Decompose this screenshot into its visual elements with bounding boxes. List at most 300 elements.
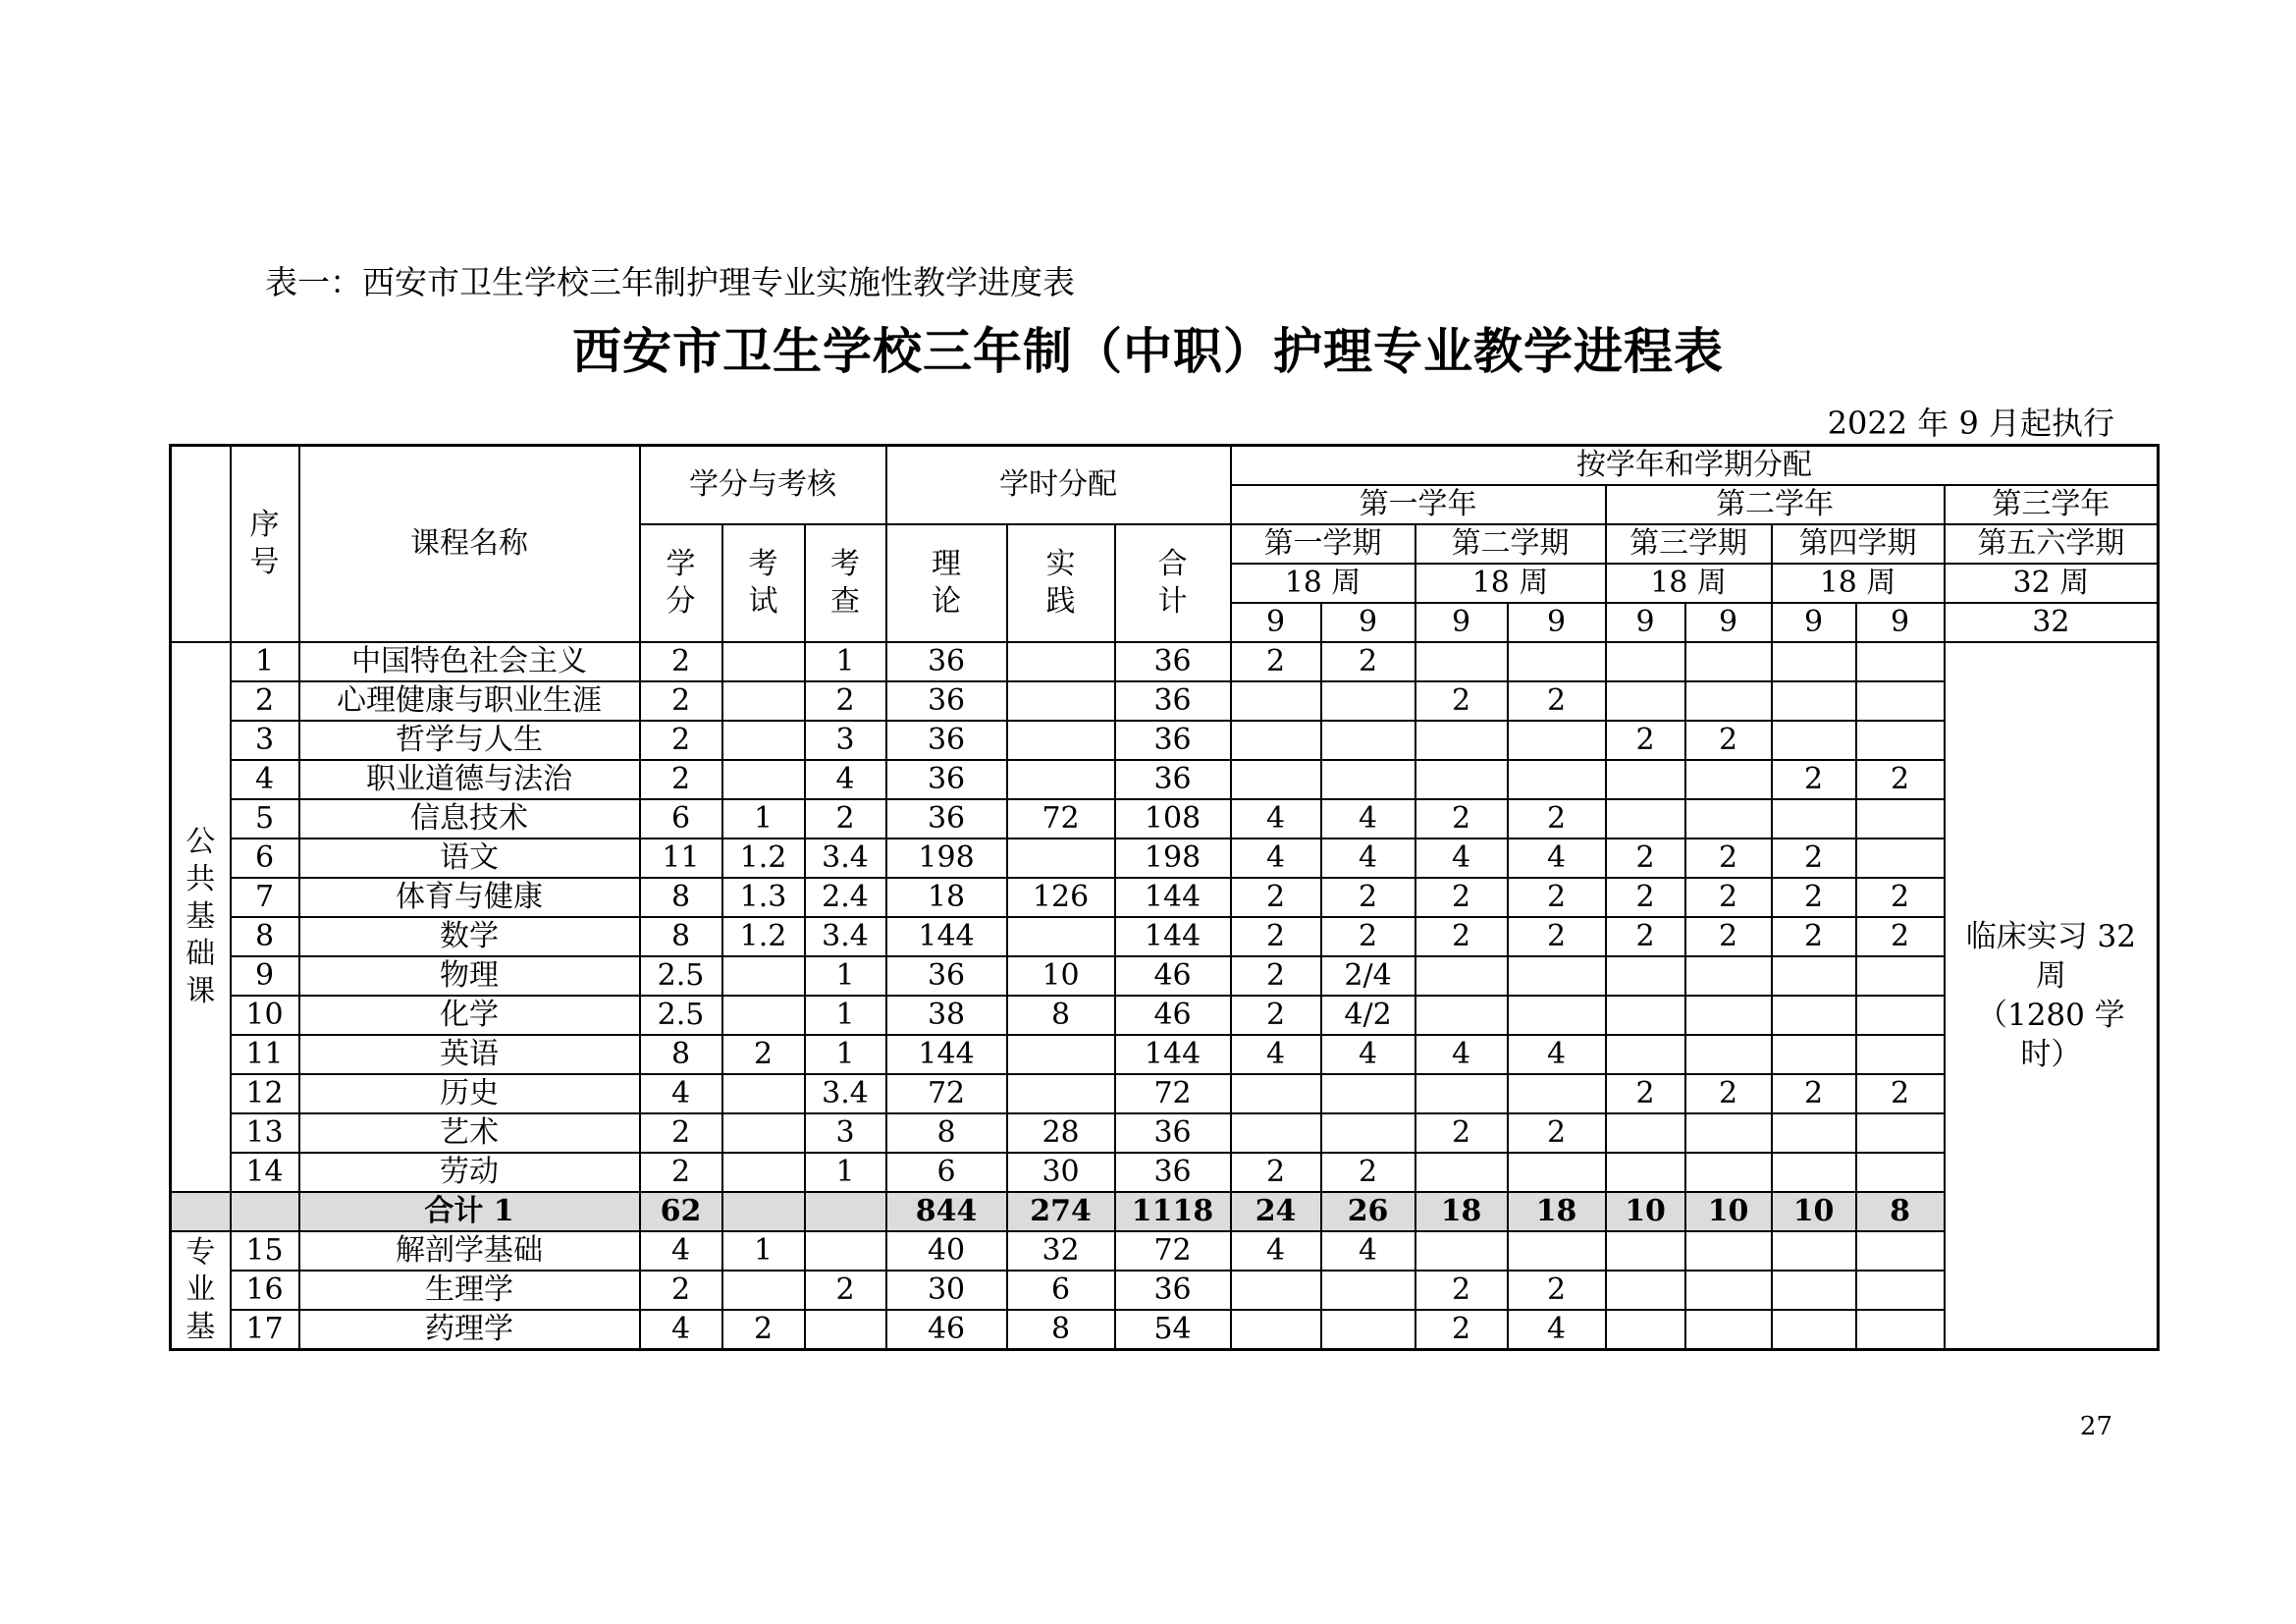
week-hours-cell — [1772, 681, 1856, 721]
week-hours-cell — [1856, 799, 1945, 839]
page-title: 西安市卫生学校三年制（中职）护理专业教学进程表 — [572, 322, 1724, 380]
sem3-header: 第三学期 — [1606, 524, 1772, 564]
course-name-cell: 英语 — [299, 1035, 640, 1074]
week-hours-cell: 2 — [1321, 1153, 1415, 1192]
course-name-cell: 艺术 — [299, 1113, 640, 1153]
week-hours-cell: 26 — [1321, 1192, 1415, 1231]
week-hours-cell — [1856, 1271, 1945, 1310]
hours-group-header: 学时分配 — [886, 446, 1231, 525]
seq-cell: 2 — [231, 681, 299, 721]
week-hours-cell — [1772, 1113, 1856, 1153]
seq-cell: 6 — [231, 839, 299, 878]
practice-cell — [1007, 721, 1115, 760]
exam-cell: 1.3 — [722, 878, 805, 917]
check-cell: 1 — [805, 1153, 886, 1192]
course-name-cell: 化学 — [299, 996, 640, 1035]
credit-cell: 2 — [640, 1271, 722, 1310]
week-hours-cell — [1231, 1271, 1321, 1310]
week-hours-cell: 4 — [1508, 839, 1606, 878]
week-hours-cell — [1772, 1035, 1856, 1074]
week-hours-cell: 2 — [1231, 878, 1321, 917]
credit-cell: 11 — [640, 839, 722, 878]
table-row — [171, 917, 2159, 956]
week-hours-cell — [1606, 642, 1685, 681]
week-hours-cell — [1856, 681, 1945, 721]
week-hours-cell: 2 — [1856, 760, 1945, 799]
seq-cell: 15 — [231, 1231, 299, 1271]
practice-cell: 8 — [1007, 996, 1115, 1035]
week-hours-cell — [1772, 721, 1856, 760]
credit-header: 学 分 — [640, 524, 722, 642]
week-hours-cell — [1606, 1035, 1685, 1074]
week-hours-cell — [1606, 956, 1685, 996]
week-hours-cell: 2 — [1415, 681, 1508, 721]
category-professional: 专 业 基 — [171, 1231, 231, 1350]
exam-cell: 1.2 — [722, 917, 805, 956]
week-hours-cell: 4 — [1321, 839, 1415, 878]
credit-cell: 2.5 — [640, 996, 722, 1035]
table-row — [171, 760, 2159, 799]
table-row — [171, 996, 2159, 1035]
practice-cell — [1007, 1035, 1115, 1074]
week-hours-cell — [1415, 721, 1508, 760]
week-hours-cell: 2 — [1856, 917, 1945, 956]
week-hours-cell — [1856, 1113, 1945, 1153]
credit-cell: 2 — [640, 760, 722, 799]
half-weeks: 9 — [1321, 603, 1415, 642]
credit-cell: 8 — [640, 1035, 722, 1074]
course-name-cell: 哲学与人生 — [299, 721, 640, 760]
theory-cell: 46 — [886, 1310, 1007, 1350]
week-hours-cell — [1321, 1074, 1415, 1113]
table-row — [171, 1271, 2159, 1310]
week-hours-cell — [1685, 1113, 1772, 1153]
week-hours-cell — [1606, 799, 1685, 839]
year2-header: 第二学年 — [1606, 485, 1945, 524]
sem2-weeks: 18 周 — [1415, 564, 1606, 603]
practice-cell: 30 — [1007, 1153, 1115, 1192]
total-cell: 36 — [1115, 721, 1231, 760]
theory-cell: 8 — [886, 1113, 1007, 1153]
check-cell — [805, 1192, 886, 1231]
theory-cell: 6 — [886, 1153, 1007, 1192]
sem56-weeks: 32 周 — [1945, 564, 2159, 603]
seq-cell — [231, 1192, 299, 1231]
theory-cell: 144 — [886, 1035, 1007, 1074]
total-cell: 36 — [1115, 642, 1231, 681]
page-number: 27 — [2079, 1412, 2112, 1441]
week-hours-cell: 2 — [1231, 1153, 1321, 1192]
week-hours-cell: 2 — [1606, 839, 1685, 878]
distribution-header: 按学年和学期分配 — [1231, 446, 2159, 486]
exam-cell — [722, 1113, 805, 1153]
theory-cell: 38 — [886, 996, 1007, 1035]
course-name-cell: 语文 — [299, 839, 640, 878]
course-name-cell: 解剖学基础 — [299, 1231, 640, 1271]
week-hours-cell: 4 — [1321, 799, 1415, 839]
week-hours-cell: 2 — [1685, 721, 1772, 760]
seq-cell: 13 — [231, 1113, 299, 1153]
clinical-practice-cell: 临床实习 32 周 （1280 学 时） — [1945, 642, 2159, 1350]
theory-cell: 30 — [886, 1271, 1007, 1310]
credit-cell: 4 — [640, 1310, 722, 1350]
week-hours-cell: 2 — [1415, 1310, 1508, 1350]
week-hours-cell — [1772, 996, 1856, 1035]
week-hours-cell — [1685, 996, 1772, 1035]
check-cell — [805, 1310, 886, 1350]
week-hours-cell: 2 — [1321, 642, 1415, 681]
week-hours-cell — [1856, 996, 1945, 1035]
week-hours-cell — [1685, 956, 1772, 996]
practice-cell: 8 — [1007, 1310, 1115, 1350]
week-hours-cell: 2 — [1856, 878, 1945, 917]
seq-cell: 17 — [231, 1310, 299, 1350]
week-hours-cell — [1685, 642, 1772, 681]
exam-cell — [722, 956, 805, 996]
week-hours-cell: 2 — [1508, 681, 1606, 721]
week-hours-cell — [1856, 721, 1945, 760]
category-blank — [171, 1192, 231, 1231]
week-hours-cell — [1415, 1074, 1508, 1113]
week-hours-cell — [1856, 642, 1945, 681]
week-hours-cell: 10 — [1685, 1192, 1772, 1231]
week-hours-cell: 4 — [1321, 1231, 1415, 1271]
table-row — [171, 1153, 2159, 1192]
theory-cell: 36 — [886, 721, 1007, 760]
credit-cell: 62 — [640, 1192, 722, 1231]
check-cell: 1 — [805, 642, 886, 681]
week-hours-cell — [1231, 681, 1321, 721]
exam-cell — [722, 721, 805, 760]
course-name-cell: 历史 — [299, 1074, 640, 1113]
table-row — [171, 1310, 2159, 1350]
theory-cell: 72 — [886, 1074, 1007, 1113]
course-name-header: 课程名称 — [299, 446, 640, 643]
week-hours-cell: 2 — [1415, 799, 1508, 839]
total-cell: 36 — [1115, 1113, 1231, 1153]
week-hours-cell: 2 — [1606, 1074, 1685, 1113]
week-hours-cell: 4 — [1231, 839, 1321, 878]
exam-cell: 1 — [722, 799, 805, 839]
seq-cell: 16 — [231, 1271, 299, 1310]
sem56-header: 第五六学期 — [1945, 524, 2159, 564]
week-hours-cell — [1772, 956, 1856, 996]
practice-cell — [1007, 642, 1115, 681]
week-hours-cell — [1685, 760, 1772, 799]
practice-cell: 10 — [1007, 956, 1115, 996]
theory-cell: 36 — [886, 760, 1007, 799]
table-row — [171, 721, 2159, 760]
week-hours-cell — [1856, 1153, 1945, 1192]
seq-cell: 10 — [231, 996, 299, 1035]
table-row — [171, 839, 2159, 878]
week-hours-cell — [1508, 996, 1606, 1035]
practice-cell: 28 — [1007, 1113, 1115, 1153]
total-cell: 36 — [1115, 681, 1231, 721]
total-cell: 144 — [1115, 917, 1231, 956]
exam-cell: 2 — [722, 1310, 805, 1350]
check-cell: 2.4 — [805, 878, 886, 917]
table-row — [171, 681, 2159, 721]
week-hours-cell — [1415, 760, 1508, 799]
week-hours-cell: 2 — [1508, 878, 1606, 917]
week-hours-cell — [1508, 642, 1606, 681]
week-hours-cell: 2 — [1231, 996, 1321, 1035]
week-hours-cell — [1321, 1113, 1415, 1153]
exam-cell — [722, 996, 805, 1035]
check-header: 考 查 — [805, 524, 886, 642]
sem4-weeks: 18 周 — [1772, 564, 1945, 603]
table-row — [171, 1231, 2159, 1271]
practice-cell — [1007, 1074, 1115, 1113]
course-name-cell: 劳动 — [299, 1153, 640, 1192]
week-hours-cell: 4 — [1321, 1035, 1415, 1074]
week-hours-cell: 4 — [1231, 1231, 1321, 1271]
theory-cell: 36 — [886, 799, 1007, 839]
exam-cell — [722, 642, 805, 681]
week-hours-cell — [1321, 721, 1415, 760]
total-cell: 1118 — [1115, 1192, 1231, 1231]
week-hours-cell: 2 — [1606, 721, 1685, 760]
sem3-weeks: 18 周 — [1606, 564, 1772, 603]
check-cell: 4 — [805, 760, 886, 799]
schedule-table — [169, 444, 2160, 1351]
half-weeks: 9 — [1606, 603, 1685, 642]
sem1-weeks: 18 周 — [1231, 564, 1415, 603]
week-hours-cell: 2 — [1508, 799, 1606, 839]
total-cell: 72 — [1115, 1231, 1231, 1271]
week-hours-cell: 2 — [1415, 1113, 1508, 1153]
week-hours-cell — [1772, 1153, 1856, 1192]
seq-header: 序 号 — [231, 446, 299, 643]
week-hours-cell: 2 — [1321, 878, 1415, 917]
credit-group-header: 学分与考核 — [640, 446, 886, 525]
course-name-cell: 生理学 — [299, 1271, 640, 1310]
week-hours-cell — [1508, 956, 1606, 996]
week-hours-cell: 2 — [1772, 760, 1856, 799]
week-hours-cell — [1508, 1153, 1606, 1192]
week-hours-cell: 4/2 — [1321, 996, 1415, 1035]
week-hours-cell — [1415, 956, 1508, 996]
credit-cell: 8 — [640, 878, 722, 917]
week-hours-cell: 2 — [1508, 917, 1606, 956]
exam-cell — [722, 760, 805, 799]
check-cell: 2 — [805, 799, 886, 839]
seq-cell: 7 — [231, 878, 299, 917]
exam-cell: 1 — [722, 1231, 805, 1271]
week-hours-cell — [1231, 760, 1321, 799]
credit-cell: 2 — [640, 1153, 722, 1192]
week-hours-cell: 2 — [1231, 642, 1321, 681]
week-hours-cell — [1685, 1153, 1772, 1192]
category-header — [171, 446, 231, 643]
effective-date: 2022 年 9 月起执行 — [1827, 405, 2114, 442]
theory-cell: 40 — [886, 1231, 1007, 1271]
check-cell: 3.4 — [805, 917, 886, 956]
sem1-header: 第一学期 — [1231, 524, 1415, 564]
course-name-cell: 药理学 — [299, 1310, 640, 1350]
seq-cell: 1 — [231, 642, 299, 681]
theory-cell: 36 — [886, 642, 1007, 681]
week-hours-cell: 4 — [1231, 1035, 1321, 1074]
week-hours-cell: 2 — [1772, 878, 1856, 917]
week-hours-cell — [1856, 956, 1945, 996]
week-hours-cell: 2 — [1606, 917, 1685, 956]
week-hours-cell: 2 — [1415, 917, 1508, 956]
course-name-cell: 职业道德与法治 — [299, 760, 640, 799]
week-hours-cell — [1606, 1113, 1685, 1153]
week-hours-cell — [1685, 1231, 1772, 1271]
week-hours-cell: 4 — [1415, 1035, 1508, 1074]
week-hours-cell — [1772, 642, 1856, 681]
week-hours-cell: 24 — [1231, 1192, 1321, 1231]
year3-header: 第三学年 — [1945, 485, 2159, 524]
table-row — [171, 1035, 2159, 1074]
week-hours-cell: 2 — [1321, 917, 1415, 956]
week-hours-cell — [1685, 1310, 1772, 1350]
week-hours-cell — [1606, 1310, 1685, 1350]
check-cell: 2 — [805, 1271, 886, 1310]
half-weeks: 9 — [1231, 603, 1321, 642]
week-hours-cell: 4 — [1508, 1035, 1606, 1074]
course-name-cell: 数学 — [299, 917, 640, 956]
practice-cell: 126 — [1007, 878, 1115, 917]
week-hours-cell: 4 — [1415, 839, 1508, 878]
year1-header: 第一学年 — [1231, 485, 1606, 524]
table-row — [171, 642, 2159, 681]
week-hours-cell: 2 — [1685, 878, 1772, 917]
week-hours-cell: 2 — [1685, 917, 1772, 956]
week-hours-cell — [1856, 1035, 1945, 1074]
theory-cell: 36 — [886, 681, 1007, 721]
week-hours-cell: 2 — [1508, 1113, 1606, 1153]
week-hours-cell — [1231, 1074, 1321, 1113]
week-hours-cell: 2 — [1231, 956, 1321, 996]
week-hours-cell — [1321, 681, 1415, 721]
credit-cell: 4 — [640, 1231, 722, 1271]
seq-cell: 5 — [231, 799, 299, 839]
practice-header: 实 践 — [1007, 524, 1115, 642]
check-cell: 1 — [805, 956, 886, 996]
theory-cell: 198 — [886, 839, 1007, 878]
week-hours-cell: 2 — [1772, 839, 1856, 878]
week-hours-cell: 8 — [1856, 1192, 1945, 1231]
exam-cell: 2 — [722, 1035, 805, 1074]
exam-cell — [722, 1192, 805, 1231]
total-cell: 46 — [1115, 956, 1231, 996]
week-hours-cell: 2 — [1685, 839, 1772, 878]
exam-cell — [722, 1153, 805, 1192]
credit-cell: 6 — [640, 799, 722, 839]
week-hours-cell — [1606, 996, 1685, 1035]
practice-cell — [1007, 839, 1115, 878]
total-cell: 108 — [1115, 799, 1231, 839]
table-row — [171, 878, 2159, 917]
theory-cell: 36 — [886, 956, 1007, 996]
theory-cell: 844 — [886, 1192, 1007, 1231]
week-hours-cell — [1321, 760, 1415, 799]
half-weeks: 9 — [1856, 603, 1945, 642]
total-cell: 72 — [1115, 1074, 1231, 1113]
check-cell: 1 — [805, 1035, 886, 1074]
seq-cell: 4 — [231, 760, 299, 799]
week-hours-cell — [1508, 721, 1606, 760]
credit-cell: 4 — [640, 1074, 722, 1113]
practice-cell: 32 — [1007, 1231, 1115, 1271]
total-cell: 36 — [1115, 1271, 1231, 1310]
week-hours-cell — [1856, 1310, 1945, 1350]
table-row — [171, 1113, 2159, 1153]
week-hours-cell — [1685, 799, 1772, 839]
week-hours-cell — [1772, 1271, 1856, 1310]
credit-cell: 2 — [640, 721, 722, 760]
seq-cell: 14 — [231, 1153, 299, 1192]
week-hours-cell — [1772, 1310, 1856, 1350]
final-weeks: 32 — [1945, 603, 2159, 642]
practice-cell — [1007, 917, 1115, 956]
half-weeks: 9 — [1772, 603, 1856, 642]
week-hours-cell — [1606, 1271, 1685, 1310]
week-hours-cell — [1321, 1271, 1415, 1310]
week-hours-cell: 2/4 — [1321, 956, 1415, 996]
week-hours-cell: 2 — [1231, 917, 1321, 956]
exam-cell — [722, 681, 805, 721]
total-cell: 144 — [1115, 1035, 1231, 1074]
course-name-cell: 中国特色社会主义 — [299, 642, 640, 681]
half-weeks: 9 — [1508, 603, 1606, 642]
practice-cell — [1007, 681, 1115, 721]
week-hours-cell — [1231, 721, 1321, 760]
practice-cell: 6 — [1007, 1271, 1115, 1310]
total-cell: 144 — [1115, 878, 1231, 917]
total-header: 合 计 — [1115, 524, 1231, 642]
theory-cell: 18 — [886, 878, 1007, 917]
seq-cell: 11 — [231, 1035, 299, 1074]
check-cell: 1 — [805, 996, 886, 1035]
practice-cell: 72 — [1007, 799, 1115, 839]
week-hours-cell: 4 — [1231, 799, 1321, 839]
week-hours-cell: 2 — [1772, 1074, 1856, 1113]
header-row-1 — [171, 446, 2159, 486]
exam-header: 考 试 — [722, 524, 805, 642]
table-caption: 表一：西安市卫生学校三年制护理专业实施性教学进度表 — [265, 263, 1075, 301]
week-hours-cell: 18 — [1508, 1192, 1606, 1231]
practice-cell — [1007, 760, 1115, 799]
course-name-cell: 心理健康与职业生涯 — [299, 681, 640, 721]
week-hours-cell — [1856, 839, 1945, 878]
week-hours-cell — [1606, 681, 1685, 721]
week-hours-cell — [1508, 1074, 1606, 1113]
week-hours-cell — [1415, 1153, 1508, 1192]
week-hours-cell — [1415, 1231, 1508, 1271]
table-row — [171, 799, 2159, 839]
seq-cell: 3 — [231, 721, 299, 760]
practice-cell: 274 — [1007, 1192, 1115, 1231]
seq-cell: 8 — [231, 917, 299, 956]
week-hours-cell: 10 — [1772, 1192, 1856, 1231]
check-cell: 3.4 — [805, 1074, 886, 1113]
week-hours-cell — [1856, 1231, 1945, 1271]
week-hours-cell: 10 — [1606, 1192, 1685, 1231]
total-cell: 54 — [1115, 1310, 1231, 1350]
week-hours-cell — [1321, 1310, 1415, 1350]
credit-cell: 2 — [640, 681, 722, 721]
credit-cell: 8 — [640, 917, 722, 956]
total-cell: 36 — [1115, 1153, 1231, 1192]
week-hours-cell: 2 — [1415, 878, 1508, 917]
table-row — [171, 956, 2159, 996]
course-name-cell: 体育与健康 — [299, 878, 640, 917]
